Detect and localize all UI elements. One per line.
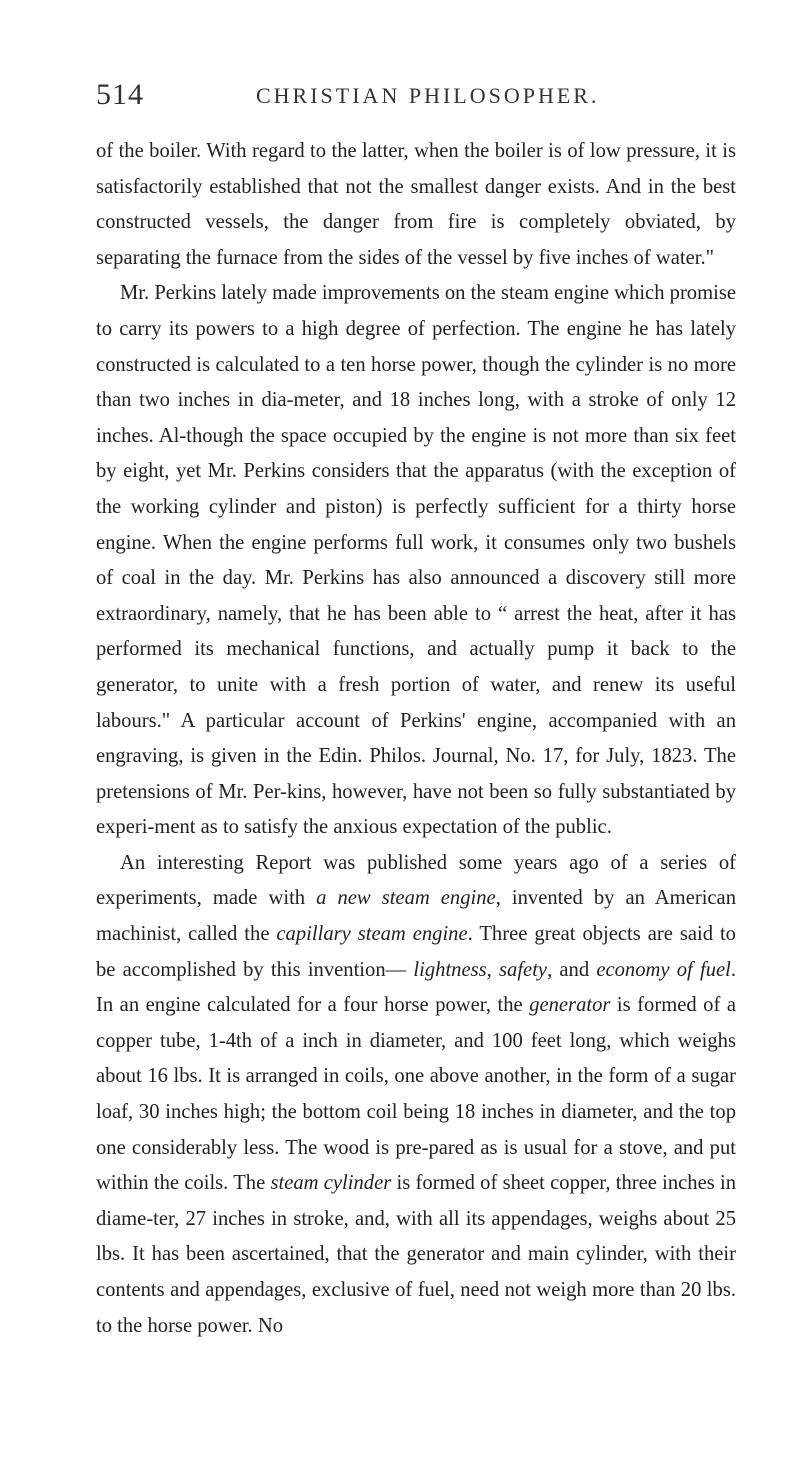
- text-run: ,: [486, 958, 500, 981]
- paragraph: [96, 134, 736, 276]
- italic-text: lightness: [413, 958, 487, 981]
- italic-text: a new steam engine: [316, 887, 496, 910]
- text-run: is formed of sheet copper, three inches in diame-ter, 27 inches in stroke, and, with all its appendages, weighs about 25 lbs. It has been ascertained, that the generator and main cylinder, with their contents and appendages, exclusive of fuel, need not weigh more than 20 lbs. to the horse power. No: [96, 1172, 737, 1337]
- body-text: [96, 134, 736, 1344]
- text-run: is formed of a copper tube, 1-4th of a inch in diameter, and 100 feet long, which weighs about 16 lbs. It is arranged in coils, one above another, in the form of a sugar loaf, 30 inches high; the bottom coil being 18 inches in diameter, and the top one considerably less. The wood is pre-pared as is usual for a stove, and put within the coils. The: [96, 994, 736, 1195]
- text-run: An interesting Report was published some years ago of a series of experiments, made with: [96, 851, 736, 910]
- italic-text: economy of fuel: [596, 958, 731, 981]
- running-head: CHRISTIAN PHILOSOPHER.: [256, 83, 600, 108]
- text-run: , and: [547, 958, 597, 981]
- page-number: 514: [96, 78, 144, 111]
- italic-text: safety: [499, 958, 548, 981]
- paragraph: [96, 846, 736, 1344]
- text-run: of the boiler. With regard to the latter, when the boiler is of low pressure, it is satisfactorily established that not the smallest danger exists. And in the best constructed vessels, the danger from fire is completely obviated, by separating the furnace from the sides of the vessel by five inches of water.": [96, 140, 736, 269]
- italic-text: steam cylinder: [270, 1172, 392, 1195]
- page-header: [96, 78, 736, 114]
- text-run: . Three great objects are said to be accomplished by this invention—: [96, 923, 736, 981]
- paragraph: [96, 276, 736, 846]
- text-run: . In an engine calculated for a four horse power, the: [96, 958, 737, 1017]
- italic-text: generator: [529, 994, 611, 1017]
- italic-text: capillary steam engine: [276, 923, 468, 946]
- text-run: Mr. Perkins lately made improvements on the steam engine which promise to carry its powers to a high degree of perfection. The engine he has lately constructed is calculated to a ten horse power, though the cylinder is no more than two inches in dia-meter, and 18 inches long, with a stroke of only 12 inches. Al-though the space occupied by the engine is not more than six feet by eight, yet Mr. Perkins considers that the apparatus (with the exception of the working cylinder and piston) is perfectly sufficient for a thirty horse engine. When the engine performs full work, it consumes only two bushels of coal in the day. Mr. Perkins has also announced a discovery still more extraordinary, namely, that he has been able to “ arrest the heat, after it has performed its mechanical functions, and actually pump it back to the generator, to unite with a fresh portion of water, and renew its useful labours." A particular account of Perkins' engine, accompanied with an engraving, is given in the Edin. Philos. Journal, No. 17, for July, 1823. The pretensions of Mr. Per-kins, however, have not been so fully substantiated by experi-ment as to satisfy the anxious expectation of the public.: [96, 282, 736, 839]
- text-run: , invented by an American machinist, called the: [96, 887, 736, 946]
